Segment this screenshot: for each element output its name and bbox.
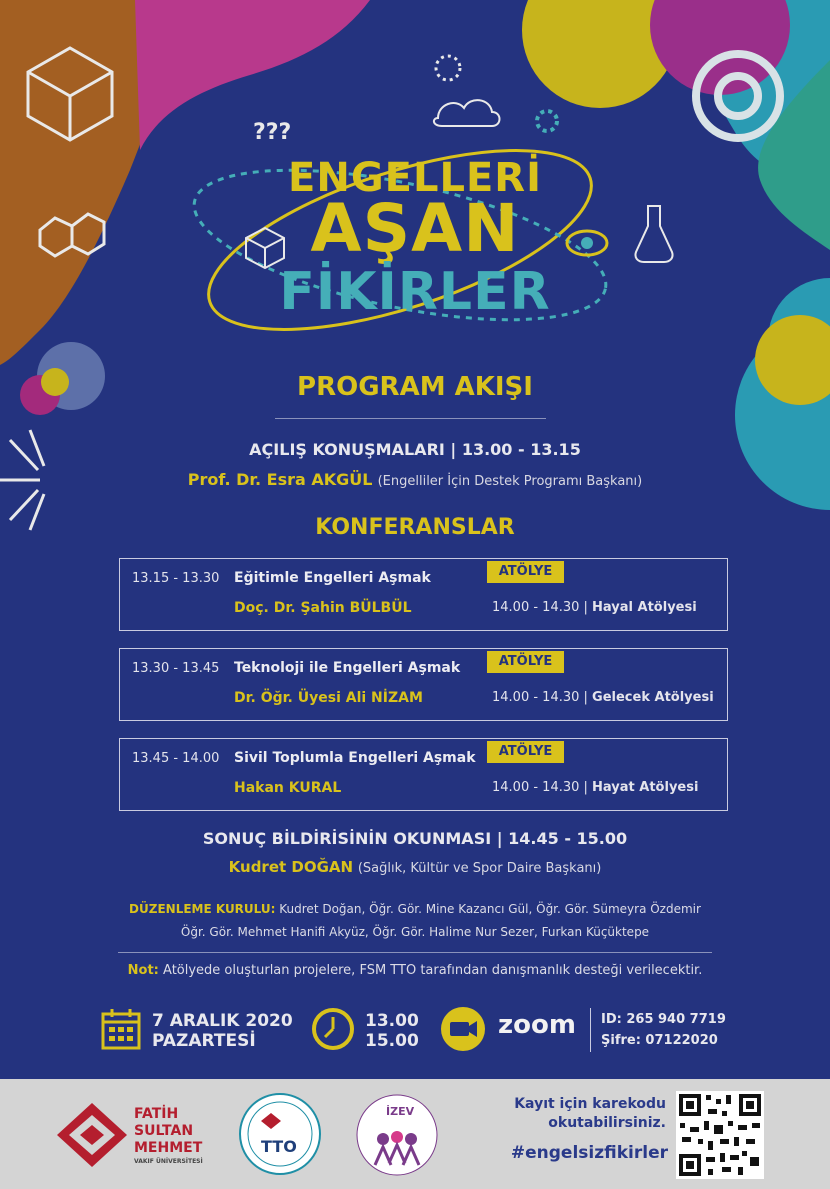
committee-names-2: Öğr. Gör. Mehmet Hanifi Akyüz, Öğr. Gör. Halime Nur Sezer, Furkan Küçüktepe (180, 925, 650, 939)
committee-names-1: Kudret Doğan, Öğr. Gör. Mine Kazancı Gül, Öğr. Gör. Sümeyra Özdemir (279, 902, 701, 916)
session-box (119, 558, 728, 631)
workshop-name: Hayat Atölyesi (592, 780, 699, 795)
opening-speaker: Prof. Dr. Esra AKGÜL (187, 470, 373, 489)
qr-code-icon (676, 1091, 764, 1179)
zoom-logo: zoom (498, 1010, 576, 1040)
note-label: Not: (127, 963, 159, 978)
info-divider (590, 1008, 591, 1052)
committee-label: DÜZENLEME KURULU: (129, 902, 276, 916)
video-camera-icon (440, 1006, 486, 1052)
meeting-id-text: ID: 265 940 7719 (601, 1012, 726, 1027)
workshop-info (492, 780, 698, 795)
fsm-logo-icon (55, 1101, 129, 1169)
session-title: Teknoloji ile Engelleri Aşmak (234, 660, 461, 676)
closing-speaker: Kudret DOĞAN (228, 858, 354, 876)
workshop-time: 14.00 - 14.30 | (492, 600, 588, 615)
meeting-password (601, 1033, 718, 1048)
closing-speaker-line (0, 858, 830, 876)
conferences-heading: KONFERANSLAR (315, 515, 515, 540)
calendar-icon (101, 1008, 141, 1050)
event-start-time: 13.00 (365, 1011, 419, 1031)
session-box (119, 648, 728, 721)
event-end-time: 15.00 (365, 1031, 419, 1051)
title-line-3: FİKİRLER (279, 262, 551, 322)
tto-logo-icon (237, 1091, 323, 1177)
meeting-password-text: Şifre: 07122020 (601, 1033, 718, 1048)
workshop-time: 14.00 - 14.30 | (492, 690, 588, 705)
session-speaker: Hakan KURAL (234, 780, 342, 796)
session-speaker: Doç. Dr. Şahin BÜLBÜL (234, 600, 412, 616)
event-day: PAZARTESİ (152, 1031, 256, 1051)
title-line-2: AŞAN (310, 190, 520, 267)
opening-speaker-line (0, 470, 830, 489)
qr-instruction-2: okutabilirsiniz. (548, 1115, 666, 1131)
session-time: 13.30 - 13.45 (132, 661, 220, 676)
fsm-name-3: MEHMET (134, 1140, 203, 1156)
qr-instruction-1: Kayıt için karekodu (514, 1096, 666, 1112)
note-text: Atölyede oluşturlan projelere, FSM TTO tarafından danışmanlık desteği verilecektir. (163, 963, 703, 978)
opening-speaker-role: (Engelliler İçin Destek Programı Başkanı) (377, 474, 643, 489)
hashtag: #engelsizfikirler (510, 1143, 668, 1163)
committee-line-1 (0, 902, 830, 916)
meeting-id (601, 1012, 726, 1027)
committee-divider (118, 952, 712, 953)
fsm-name-sub: VAKIF ÜNİVERSİTESİ (134, 1158, 203, 1165)
closing-heading: SONUÇ BİLDİRİSİNİN OKUNMASI | 14.45 - 15.00 (202, 829, 628, 848)
program-heading: PROGRAM AKIŞI (297, 372, 533, 402)
session-time: 13.45 - 14.00 (132, 751, 220, 766)
opening-heading: AÇILIŞ KONUŞMALARI | 13.00 - 13.15 (249, 440, 581, 459)
footer (0, 1079, 830, 1189)
workshop-info (492, 690, 714, 705)
izev-logo-text: İZEV (386, 1105, 415, 1118)
event-date: 7 ARALIK 2020 (152, 1011, 293, 1031)
clock-icon (310, 1006, 356, 1052)
session-title: Sivil Toplumla Engelleri Aşmak (234, 750, 476, 766)
note-line (0, 963, 830, 978)
workshop-badge: ATÖLYE (487, 651, 564, 673)
workshop-name: Hayal Atölyesi (592, 600, 697, 615)
program-divider (275, 418, 546, 419)
fsm-name-1: FATİH (134, 1106, 179, 1122)
fsm-name-2: SULTAN (134, 1123, 194, 1139)
workshop-badge: ATÖLYE (487, 741, 564, 763)
session-title: Eğitimle Engelleri Aşmak (234, 570, 431, 586)
workshop-name: Gelecek Atölyesi (592, 690, 714, 705)
workshop-time: 14.00 - 14.30 | (492, 780, 588, 795)
session-box (119, 738, 728, 811)
tto-logo-text: TTO (261, 1137, 297, 1156)
session-time: 13.15 - 13.30 (132, 571, 220, 586)
workshop-info (492, 600, 697, 615)
question-marks-icon: ??? (253, 120, 292, 145)
title-line-1: ENGELLERİ (288, 155, 542, 201)
session-speaker: Dr. Öğr. Üyesi Ali NİZAM (234, 690, 423, 706)
workshop-badge: ATÖLYE (487, 561, 564, 583)
closing-speaker-role: (Sağlık, Kültür ve Spor Daire Başkanı) (357, 861, 602, 876)
